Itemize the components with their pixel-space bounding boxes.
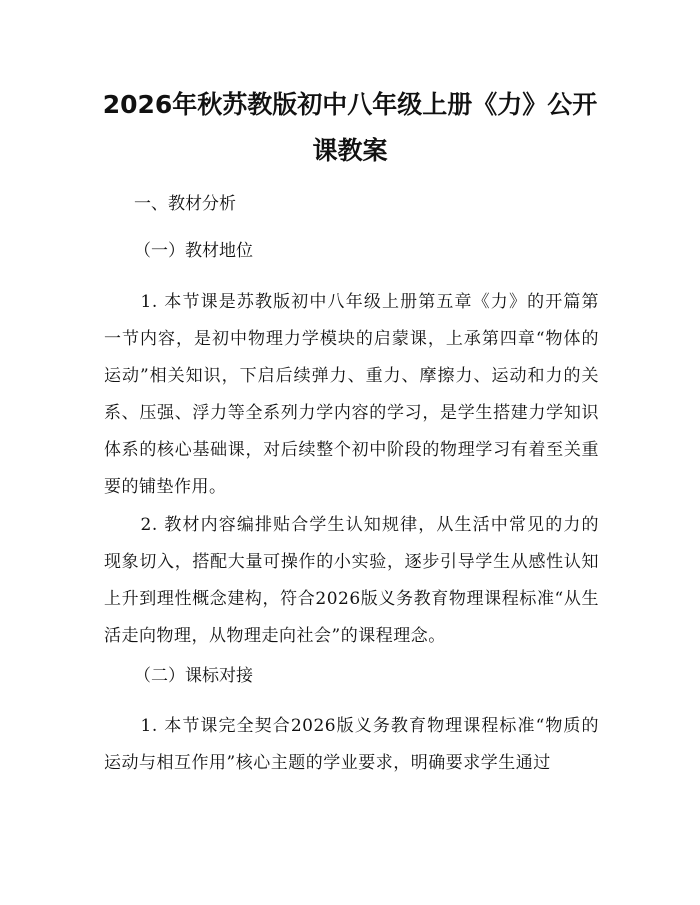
section-heading-textbook-analysis: 一、教材分析 [134,194,236,214]
subsection-heading-textbook-position: （一）教材地位 [134,241,253,261]
document-title-line-2: 课教案 [312,136,388,165]
subsection-heading-curriculum-alignment: （二）课标对接 [134,666,253,686]
paragraph-curriculum-alignment-1: 1. 本节课完全契合2026版义务教育物理课程标准“物质的运动与相互作用”核心主题的学业要求，明确要求学生通过 [104,716,599,773]
document-title-line-1: 2026年秋苏教版初中八年级上册《力》公开 [102,90,598,119]
paragraph-textbook-position-2: 2. 教材内容编排贴合学生认知规律，从生活中常见的力的现象切入，搭配大量可操作的小实验，逐步引导学生从感性认知上升到理性概念建构，符合2026版义务教育物理课程标准“从生活走向物理，从物理走向社会”的课程理念。 [104,515,599,646]
paragraph-textbook-position-1: 1. 本节课是苏教版初中八年级上册第五章《力》的开篇第一节内容，是初中物理力学模块的启蒙课，上承第四章“物体的运动”相关知识，下启后续弹力、重力、摩擦力、运动和力的关系、压强、浮力等全系列力学内容的学习，是学生搭建力学知识体系的核心基础课，对后续整个初中阶段的物理学习有着至关重要的铺垫作用。 [104,292,599,497]
